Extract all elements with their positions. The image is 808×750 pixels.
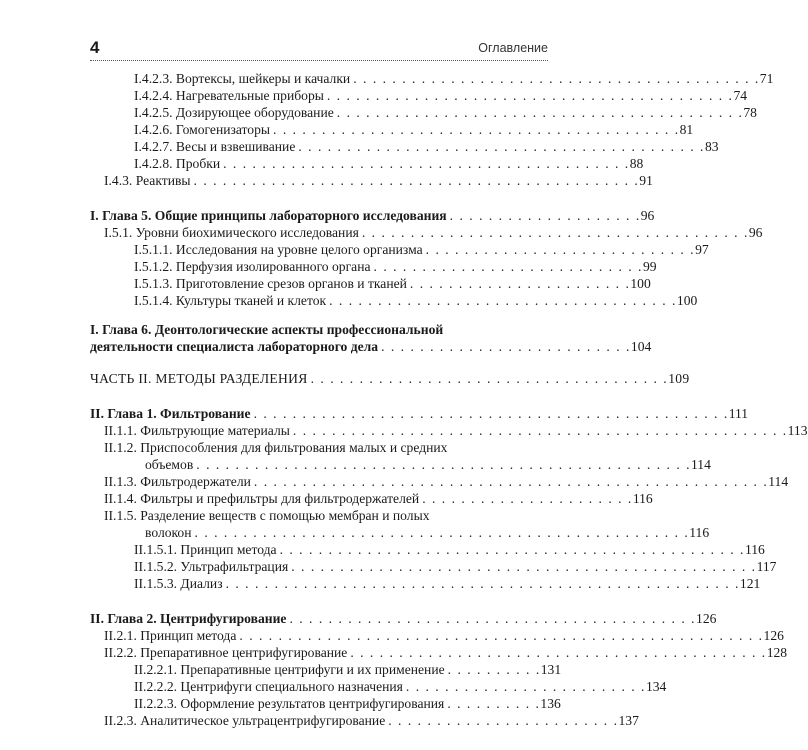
toc-entry[interactable]: I.4.2.7. Весы и взвешивание . . . . . . . . . . . . . . . . . . . . . . . . . . . . . . . . . . . . . . . . . . 83	[134, 139, 719, 154]
toc-entry-line1: II.1.5. Разделение веществ с помощью мембран и полых	[104, 508, 430, 523]
entry-title: II.1.3. Фильтродержатели	[104, 474, 251, 489]
entry-page: 71	[759, 71, 774, 86]
chapter-page: 96	[640, 208, 655, 223]
entry-page: 137	[618, 713, 639, 728]
entry-page: 100	[676, 293, 698, 308]
page-number: 4	[90, 38, 100, 57]
entry-page: 97	[695, 242, 709, 257]
entry-page: 116	[689, 525, 710, 540]
entry-page: 78	[743, 105, 757, 120]
entry-title: II.1.5.3. Диализ	[134, 576, 223, 591]
entry-page: 121	[739, 576, 761, 591]
entry-title: II.1.5.1. Принцип метода	[134, 542, 277, 557]
entry-title: I.5.1.3. Приготовление срезов органов и тканей	[134, 276, 407, 291]
toc-entry[interactable]: II.1.3. Фильтродержатели . . . . . . . . . . . . . . . . . . . . . . . . . . . . . . . . . . . . . . . . . . . . . . . . . . . . . 114	[104, 474, 789, 489]
chapter-page: 126	[696, 611, 717, 626]
chapter-title: I. Глава 5. Общие принципы лабораторного исследования	[90, 208, 447, 223]
header-rule	[90, 60, 548, 61]
toc-entry[interactable]: II.1.5.1. Принцип метода . . . . . . . . . . . . . . . . . . . . . . . . . . . . . . . . . . . . . . . . . . . . . . . . 116	[134, 542, 765, 557]
entry-page: 88	[629, 156, 644, 171]
toc-entry-line1: II.1.2. Приспособления для фильтрования малых и средних	[104, 440, 448, 455]
toc-entry[interactable]: II.1.5.2. Ультрафильтрация . . . . . . . . . . . . . . . . . . . . . . . . . . . . . . . . . . . . . . . . . . . . . . . . 117	[134, 559, 777, 574]
running-title: Оглавление	[478, 41, 548, 55]
toc-entry[interactable]: I.4.2.8. Пробки . . . . . . . . . . . . . . . . . . . . . . . . . . . . . . . . . . . . . . . . . . 88	[134, 156, 644, 171]
entry-title: I.4.2.3. Вортексы, шейкеры и качалки	[134, 71, 351, 86]
toc-entry[interactable]: II.2.3. Аналитическое ультрацентрифугирование . . . . . . . . . . . . . . . . . . . . . . . . 137	[104, 713, 639, 728]
toc-entry[interactable]: I.5.1. Уровни биохимического исследования . . . . . . . . . . . . . . . . . . . . . . . . . . . . . . . . . . . . . . . . 96	[104, 225, 763, 240]
chapter-title: II. Глава 1. Фильтрование	[90, 406, 251, 421]
entry-page: 128	[766, 645, 788, 660]
part-title: ЧАСТЬ II. МЕТОДЫ РАЗДЕЛЕНИЯ	[90, 371, 308, 386]
chapter-title: II. Глава 2. Центрифугирование	[90, 611, 287, 626]
toc-entry[interactable]: I.5.1.2. Перфузия изолированного органа . . . . . . . . . . . . . . . . . . . . . . . . . . . . 99	[134, 259, 657, 274]
toc-chapter[interactable]: деятельности специалиста лабораторного дела . . . . . . . . . . . . . . . . . . . . . . . . . . 104	[90, 339, 652, 354]
toc-entry[interactable]: I.4.2.4. Нагревательные приборы . . . . . . . . . . . . . . . . . . . . . . . . . . . . . . . . . . . . . . . . . . 74	[134, 88, 748, 103]
entry-page: 126	[763, 628, 784, 643]
entry-title: II.2.3. Аналитическое ультрацентрифугирование	[104, 713, 386, 728]
chapter-page: 111	[728, 406, 749, 421]
toc-entry[interactable]: II.1.1. Фильтрующие материалы . . . . . . . . . . . . . . . . . . . . . . . . . . . . . . . . . . . . . . . . . . . . . . . . . . . 113	[104, 423, 808, 438]
entry-page: 134	[645, 679, 667, 694]
toc-entry[interactable]: II.2.2.2. Центрифуги специального назначения . . . . . . . . . . . . . . . . . . . . . . . . . 134	[134, 679, 667, 694]
toc-entry[interactable]: II.1.4. Фильтры и префильтры для фильтродержателей . . . . . . . . . . . . . . . . . . . . . . 116	[104, 491, 653, 506]
entry-title: II.1.1. Фильтрующие материалы	[104, 423, 290, 438]
entry-title: I.5.1.4. Культуры тканей и клеток	[134, 293, 327, 308]
entry-title: I.5.1. Уровни биохимического исследования	[104, 225, 359, 240]
entry-title: I.5.1.1. Исследования на уровне целого организма	[134, 242, 423, 257]
entry-page: 74	[733, 88, 748, 103]
entry-title: I.5.1.2. Перфузия изолированного органа	[134, 259, 371, 274]
entry-page: 113	[787, 423, 808, 438]
entry-title: объемов	[145, 457, 194, 472]
toc-entry[interactable]: II.2.2. Препаративное центрифугирование . . . . . . . . . . . . . . . . . . . . . . . . . . . . . . . . . . . . . . . . . . . 128	[104, 645, 788, 660]
entry-page: 99	[642, 259, 657, 274]
entry-title: I.4.3. Реактивы	[104, 173, 191, 188]
entry-title: II.1.4. Фильтры и префильтры для фильтродержателей	[104, 491, 420, 506]
chapter-title: деятельности специалиста лабораторного дела	[90, 339, 379, 354]
entry-page: 81	[679, 122, 694, 137]
toc-entry[interactable]: волокон . . . . . . . . . . . . . . . . . . . . . . . . . . . . . . . . . . . . . . . . . . . . . . . . . . . 116	[145, 525, 710, 540]
entry-title: II.2.1. Принцип метода	[104, 628, 237, 643]
entry-title: I.4.2.7. Весы и взвешивание	[134, 139, 296, 154]
entry-page: 136	[540, 696, 561, 711]
toc-entry[interactable]: I.5.1.4. Культуры тканей и клеток . . . . . . . . . . . . . . . . . . . . . . . . . . . . . . . . . . . . 100	[134, 293, 698, 308]
entry-title: II.1.5.2. Ультрафильтрация	[134, 559, 289, 574]
entry-page: 91	[639, 173, 653, 188]
entry-page: 96	[748, 225, 763, 240]
toc-entry[interactable]: I.4.2.5. Дозирующее оборудование . . . . . . . . . . . . . . . . . . . . . . . . . . . . . . . . . . . . . . . . . . 78	[134, 105, 757, 120]
toc-entry[interactable]: I.4.2.6. Гомогенизаторы . . . . . . . . . . . . . . . . . . . . . . . . . . . . . . . . . . . . . . . . . . 81	[134, 122, 694, 137]
toc-chapter-line1: I. Глава 6. Деонтологические аспекты профессиональной	[90, 322, 444, 337]
toc-entry[interactable]: II.2.1. Принцип метода . . . . . . . . . . . . . . . . . . . . . . . . . . . . . . . . . . . . . . . . . . . . . . . . . . . . . . 126	[104, 628, 784, 643]
toc-entry[interactable]: II.2.2.3. Оформление результатов центрифугирования . . . . . . . . . . 136	[134, 696, 561, 711]
entry-title: I.4.2.4. Нагревательные приборы	[134, 88, 324, 103]
entry-page: 83	[704, 139, 719, 154]
toc-entry[interactable]: I.4.2.3. Вортексы, шейкеры и качалки . . . . . . . . . . . . . . . . . . . . . . . . . . . . . . . . . . . . . . . . . . 71	[134, 71, 774, 86]
entry-page: 131	[540, 662, 562, 677]
entry-page: 114	[691, 457, 711, 472]
entry-title: II.2.2.2. Центрифуги специального назначения	[134, 679, 403, 694]
entry-title: I.4.2.5. Дозирующее оборудование	[134, 105, 334, 120]
entry-page: 116	[632, 491, 653, 506]
entry-title: I.4.2.6. Гомогенизаторы	[134, 122, 271, 137]
toc-entry[interactable]: I.4.3. Реактивы . . . . . . . . . . . . . . . . . . . . . . . . . . . . . . . . . . . . . . . . . . . . . . 91	[104, 173, 653, 188]
entry-title: II.2.2.3. Оформление результатов центрифугирования	[134, 696, 445, 711]
toc-chapter[interactable]: II. Глава 1. Фильтрование . . . . . . . . . . . . . . . . . . . . . . . . . . . . . . . . . . . . . . . . . . . . . . . . . 111	[90, 406, 749, 421]
toc-entry[interactable]: II.2.2.1. Препаративные центрифуги и их применение . . . . . . . . . . 131	[134, 662, 562, 677]
toc-part[interactable]: ЧАСТЬ II. МЕТОДЫ РАЗДЕЛЕНИЯ . . . . . . . . . . . . . . . . . . . . . . . . . . . . . . . . . . . . . 109	[90, 371, 690, 386]
entry-page: 116	[744, 542, 765, 557]
toc-entry[interactable]: I.5.1.1. Исследования на уровне целого организма . . . . . . . . . . . . . . . . . . . . . . . . . . . . 97	[134, 242, 709, 257]
part-page: 109	[668, 371, 690, 386]
toc-entry[interactable]: I.5.1.3. Приготовление срезов органов и тканей . . . . . . . . . . . . . . . . . . . . . . . 100	[134, 276, 651, 291]
entry-title: волокон	[145, 525, 192, 540]
toc-entry[interactable]: объемов . . . . . . . . . . . . . . . . . . . . . . . . . . . . . . . . . . . . . . . . . . . . . . . . . . . 114	[145, 457, 711, 472]
entry-title: II.2.2. Препаративное центрифугирование	[104, 645, 348, 660]
toc-chapter[interactable]: II. Глава 2. Центрифугирование . . . . . . . . . . . . . . . . . . . . . . . . . . . . . . . . . . . . . . . . . . 126	[90, 611, 717, 626]
entry-title: II.2.2.1. Препаративные центрифуги и их применение	[134, 662, 445, 677]
page-header	[90, 38, 548, 60]
toc-entry[interactable]: II.1.5.3. Диализ . . . . . . . . . . . . . . . . . . . . . . . . . . . . . . . . . . . . . . . . . . . . . . . . . . . . . 121	[134, 576, 761, 591]
entry-page: 114	[768, 474, 789, 489]
toc-chapter[interactable]: I. Глава 5. Общие принципы лабораторного исследования . . . . . . . . . . . . . . . . . . . . 96	[90, 208, 655, 223]
entry-page: 100	[630, 276, 651, 291]
chapter-page: 104	[630, 339, 652, 354]
entry-title: I.4.2.8. Пробки	[134, 156, 221, 171]
entry-page: 117	[756, 559, 777, 574]
